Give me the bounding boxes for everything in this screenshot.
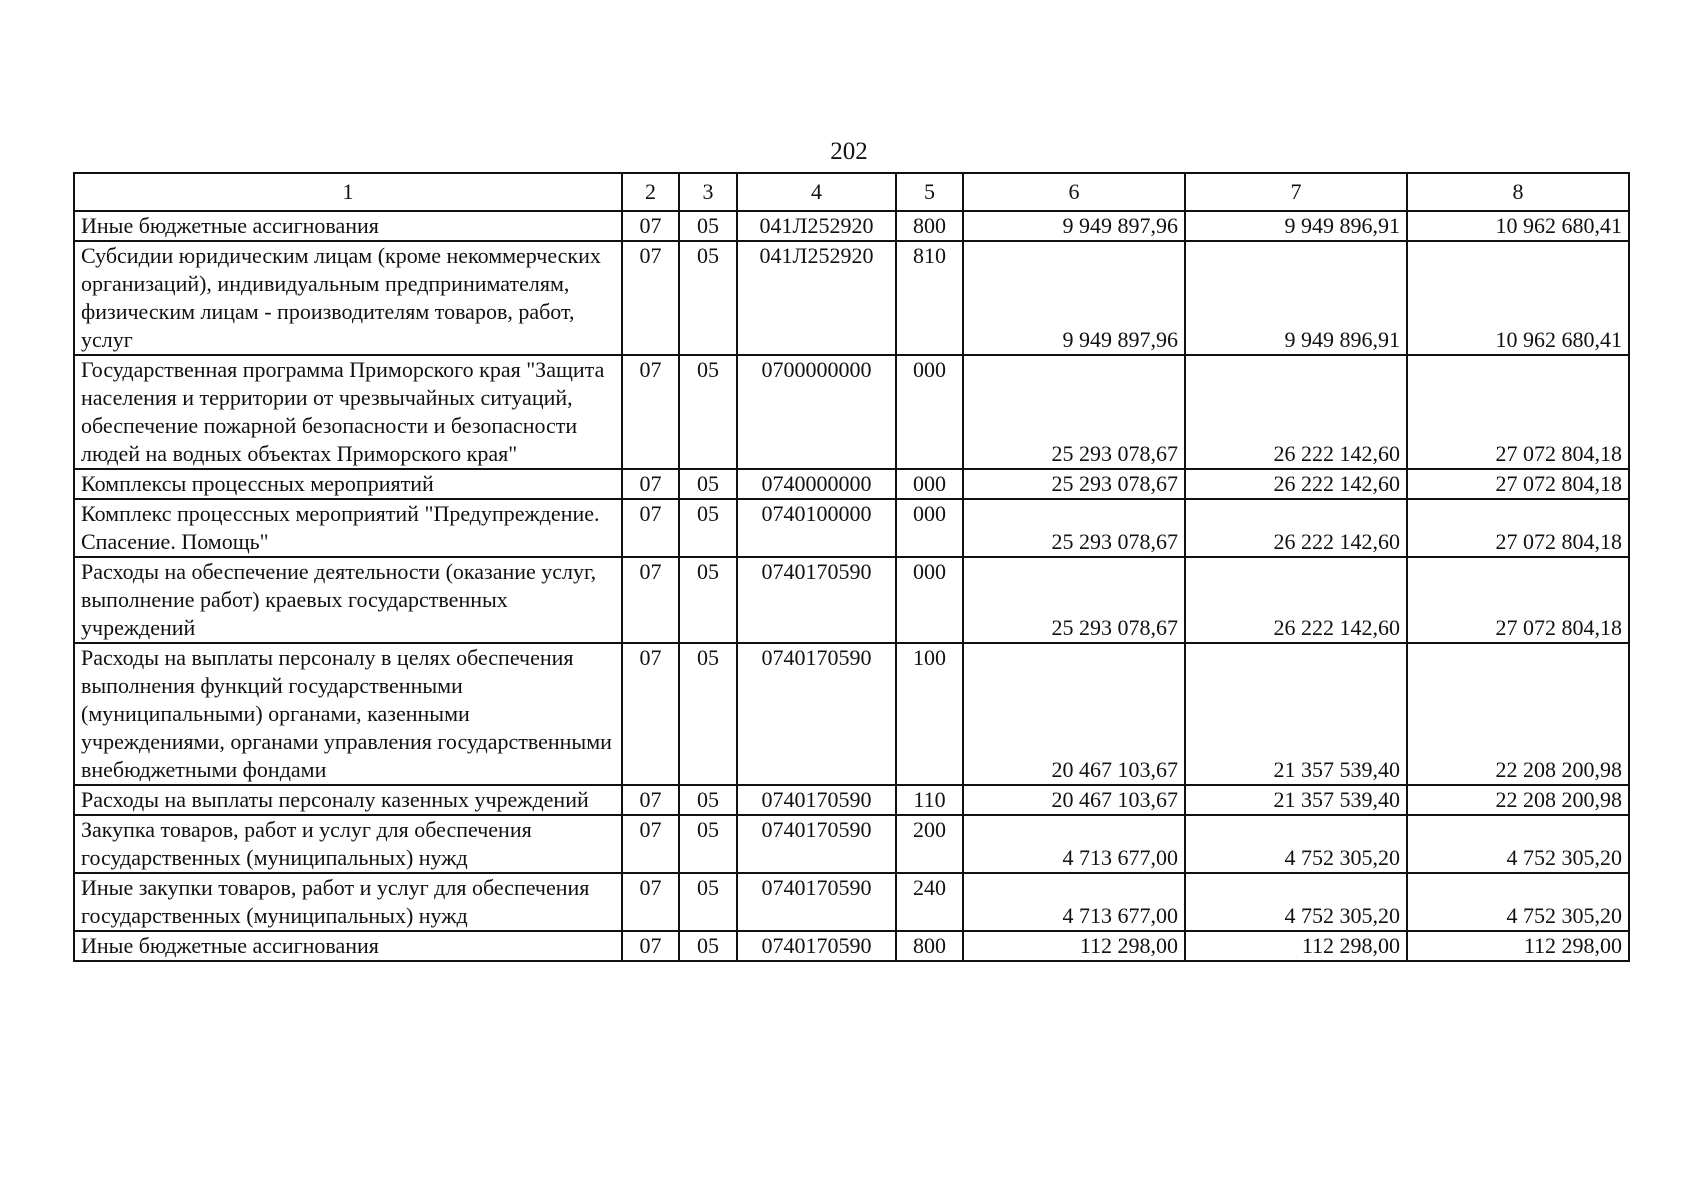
subsection-code: 05 bbox=[679, 355, 737, 469]
expense-name: Субсидии юридическим лицам (кроме некоммерческих организаций), индивидуальным предпринимателям, физическим лицам - производителям товаров, работ, услуг bbox=[74, 241, 622, 355]
subsection-code: 05 bbox=[679, 785, 737, 815]
amount-col7: 4 752 305,20 bbox=[1185, 815, 1407, 873]
target-article-code: 041Л252920 bbox=[737, 211, 896, 241]
amount-col6: 9 949 897,96 bbox=[963, 241, 1185, 355]
section-code: 07 bbox=[622, 873, 679, 931]
expense-name: Комплексы процессных мероприятий bbox=[74, 469, 622, 499]
expense-type-code: 000 bbox=[896, 469, 963, 499]
amount-col6: 25 293 078,67 bbox=[963, 557, 1185, 643]
table-row bbox=[74, 211, 1629, 241]
expense-type-code: 000 bbox=[896, 557, 963, 643]
target-article-code: 0740170590 bbox=[737, 815, 896, 873]
column-header: 7 bbox=[1185, 173, 1407, 211]
expense-name: Иные бюджетные ассигнования bbox=[74, 211, 622, 241]
table-row bbox=[74, 873, 1629, 931]
amount-col8: 112 298,00 bbox=[1407, 931, 1629, 961]
target-article-code: 0740170590 bbox=[737, 557, 896, 643]
expense-name: Иные бюджетные ассигнования bbox=[74, 931, 622, 961]
amount-col7: 26 222 142,60 bbox=[1185, 469, 1407, 499]
subsection-code: 05 bbox=[679, 241, 737, 355]
column-header: 6 bbox=[963, 173, 1185, 211]
expense-type-code: 800 bbox=[896, 211, 963, 241]
amount-col7: 112 298,00 bbox=[1185, 931, 1407, 961]
amount-col6: 4 713 677,00 bbox=[963, 873, 1185, 931]
amount-col6: 112 298,00 bbox=[963, 931, 1185, 961]
target-article-code: 041Л252920 bbox=[737, 241, 896, 355]
target-article-code: 0740000000 bbox=[737, 469, 896, 499]
amount-col7: 9 949 896,91 bbox=[1185, 211, 1407, 241]
section-code: 07 bbox=[622, 557, 679, 643]
amount-col8: 27 072 804,18 bbox=[1407, 355, 1629, 469]
expense-name: Комплекс процессных мероприятий "Предупреждение. Спасение. Помощь" bbox=[74, 499, 622, 557]
subsection-code: 05 bbox=[679, 469, 737, 499]
expense-name: Расходы на выплаты персоналу в целях обеспечения выполнения функций государственными (муниципальными) органами, казенными учреждениями, органами управления государственными внебюджетными фондами bbox=[74, 643, 622, 785]
table-row bbox=[74, 241, 1629, 355]
column-header: 5 bbox=[896, 173, 963, 211]
target-article-code: 0700000000 bbox=[737, 355, 896, 469]
expense-type-code: 100 bbox=[896, 643, 963, 785]
amount-col7: 26 222 142,60 bbox=[1185, 355, 1407, 469]
amount-col7: 4 752 305,20 bbox=[1185, 873, 1407, 931]
subsection-code: 05 bbox=[679, 211, 737, 241]
expense-type-code: 240 bbox=[896, 873, 963, 931]
table-row bbox=[74, 815, 1629, 873]
subsection-code: 05 bbox=[679, 499, 737, 557]
amount-col6: 20 467 103,67 bbox=[963, 785, 1185, 815]
section-code: 07 bbox=[622, 931, 679, 961]
section-code: 07 bbox=[622, 785, 679, 815]
page-number: 202 bbox=[830, 138, 868, 165]
section-code: 07 bbox=[622, 241, 679, 355]
table-row bbox=[74, 557, 1629, 643]
column-header: 2 bbox=[622, 173, 679, 211]
amount-col8: 4 752 305,20 bbox=[1407, 815, 1629, 873]
table-row bbox=[74, 469, 1629, 499]
section-code: 07 bbox=[622, 499, 679, 557]
expense-type-code: 800 bbox=[896, 931, 963, 961]
target-article-code: 0740170590 bbox=[737, 643, 896, 785]
expense-name: Закупка товаров, работ и услуг для обеспечения государственных (муниципальных) нужд bbox=[74, 815, 622, 873]
expense-name: Расходы на выплаты персоналу казенных учреждений bbox=[74, 785, 622, 815]
section-code: 07 bbox=[622, 643, 679, 785]
expense-name: Иные закупки товаров, работ и услуг для обеспечения государственных (муниципальных) нужд bbox=[74, 873, 622, 931]
table-row bbox=[74, 355, 1629, 469]
column-header: 4 bbox=[737, 173, 896, 211]
amount-col7: 9 949 896,91 bbox=[1185, 241, 1407, 355]
amount-col8: 4 752 305,20 bbox=[1407, 873, 1629, 931]
amount-col7: 21 357 539,40 bbox=[1185, 785, 1407, 815]
table-row bbox=[74, 931, 1629, 961]
target-article-code: 0740170590 bbox=[737, 931, 896, 961]
subsection-code: 05 bbox=[679, 557, 737, 643]
section-code: 07 bbox=[622, 469, 679, 499]
subsection-code: 05 bbox=[679, 931, 737, 961]
subsection-code: 05 bbox=[679, 643, 737, 785]
table-row bbox=[74, 499, 1629, 557]
subsection-code: 05 bbox=[679, 873, 737, 931]
expense-name: Расходы на обеспечение деятельности (оказание услуг, выполнение работ) краевых государственных учреждений bbox=[74, 557, 622, 643]
section-code: 07 bbox=[622, 815, 679, 873]
amount-col6: 9 949 897,96 bbox=[963, 211, 1185, 241]
section-code: 07 bbox=[622, 355, 679, 469]
column-header: 8 bbox=[1407, 173, 1629, 211]
amount-col6: 20 467 103,67 bbox=[963, 643, 1185, 785]
section-code: 07 bbox=[622, 211, 679, 241]
column-number-row bbox=[74, 173, 1629, 211]
target-article-code: 0740170590 bbox=[737, 785, 896, 815]
amount-col8: 27 072 804,18 bbox=[1407, 499, 1629, 557]
amount-col6: 25 293 078,67 bbox=[963, 499, 1185, 557]
amount-col8: 22 208 200,98 bbox=[1407, 785, 1629, 815]
amount-col6: 25 293 078,67 bbox=[963, 355, 1185, 469]
column-header: 3 bbox=[679, 173, 737, 211]
target-article-code: 0740170590 bbox=[737, 873, 896, 931]
expense-type-code: 810 bbox=[896, 241, 963, 355]
expense-type-code: 110 bbox=[896, 785, 963, 815]
expense-name: Государственная программа Приморского края "Защита населения и территории от чрезвычайных ситуаций, обеспечение пожарной безопасности и безопасности людей на водных объектах Приморского края" bbox=[74, 355, 622, 469]
column-header: 1 bbox=[74, 173, 622, 211]
amount-col8: 10 962 680,41 bbox=[1407, 211, 1629, 241]
amount-col7: 21 357 539,40 bbox=[1185, 643, 1407, 785]
subsection-code: 05 bbox=[679, 815, 737, 873]
amount-col7: 26 222 142,60 bbox=[1185, 557, 1407, 643]
amount-col6: 4 713 677,00 bbox=[963, 815, 1185, 873]
amount-col8: 10 962 680,41 bbox=[1407, 241, 1629, 355]
amount-col7: 26 222 142,60 bbox=[1185, 499, 1407, 557]
budget-table bbox=[73, 172, 1630, 962]
expense-type-code: 200 bbox=[896, 815, 963, 873]
amount-col6: 25 293 078,67 bbox=[963, 469, 1185, 499]
table-row bbox=[74, 643, 1629, 785]
target-article-code: 0740100000 bbox=[737, 499, 896, 557]
expense-type-code: 000 bbox=[896, 355, 963, 469]
table-row bbox=[74, 785, 1629, 815]
amount-col8: 22 208 200,98 bbox=[1407, 643, 1629, 785]
amount-col8: 27 072 804,18 bbox=[1407, 469, 1629, 499]
expense-type-code: 000 bbox=[896, 499, 963, 557]
amount-col8: 27 072 804,18 bbox=[1407, 557, 1629, 643]
